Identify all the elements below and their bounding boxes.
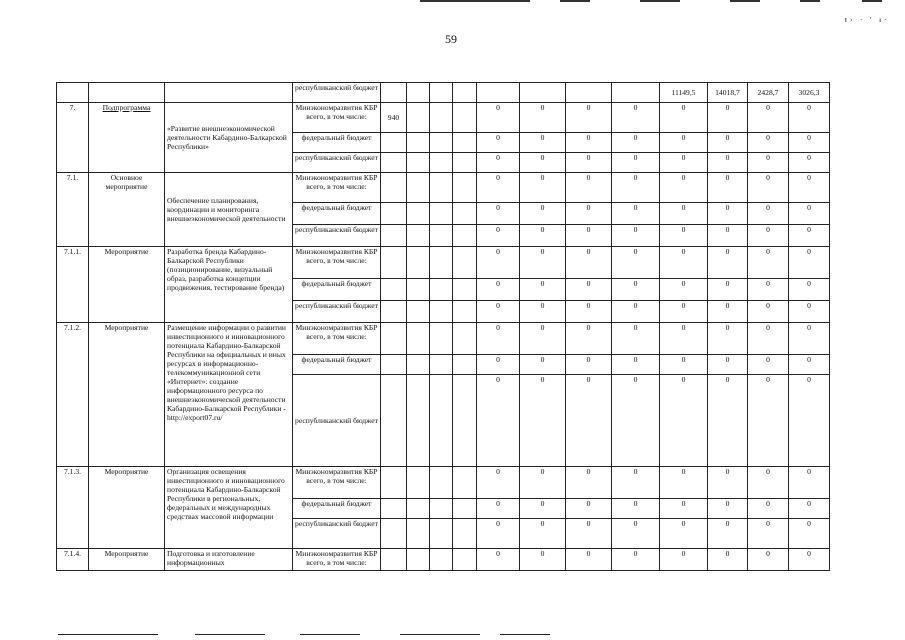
- value-cell: 0: [520, 153, 566, 173]
- funding-source: федеральный бюджет: [293, 355, 381, 375]
- value-cell: 0: [748, 279, 789, 301]
- value-cell: 0: [789, 549, 830, 571]
- value-cell: 0: [748, 355, 789, 375]
- code-cell: [612, 83, 660, 103]
- value-cell: 0: [660, 375, 708, 467]
- value-cell: 0: [520, 375, 566, 467]
- value-cell: 0: [520, 549, 566, 571]
- code-cell: [407, 549, 430, 571]
- value-cell: 0: [748, 549, 789, 571]
- value-cell: 0: [612, 203, 660, 225]
- value-cell: 0: [612, 247, 660, 279]
- funding-source: федеральный бюджет: [293, 203, 381, 225]
- code-cell: [430, 323, 453, 355]
- item-number: 7.1.: [57, 173, 89, 247]
- code-cell: [430, 203, 453, 225]
- code-cell: [430, 467, 453, 499]
- code-cell: [407, 499, 430, 519]
- code-cell: [381, 499, 407, 519]
- code-cell: [453, 499, 477, 519]
- value-cell: 0: [789, 203, 830, 225]
- item-number: 7.1.4.: [57, 549, 89, 571]
- value-cell: 0: [566, 247, 612, 279]
- code-cell: [430, 355, 453, 375]
- value-cell: 0: [748, 301, 789, 323]
- value-cell: 0: [477, 133, 520, 153]
- code-cell: [453, 247, 477, 279]
- value-cell: 0: [612, 519, 660, 549]
- value-cell: 3026,3: [789, 83, 830, 103]
- value-cell: 0: [660, 499, 708, 519]
- value-cell: 0: [520, 279, 566, 301]
- value-cell: 0: [748, 153, 789, 173]
- code-cell: [407, 279, 430, 301]
- table-row: [57, 549, 830, 571]
- value-cell: 0: [520, 467, 566, 499]
- value-cell: 0: [477, 355, 520, 375]
- value-cell: 0: [708, 355, 748, 375]
- value-cell: 11149,5: [660, 83, 708, 103]
- code-cell: [430, 375, 453, 467]
- value-cell: 0: [477, 173, 520, 203]
- code-cell: [407, 203, 430, 225]
- table-row: [57, 247, 830, 279]
- value-cell: 0: [477, 519, 520, 549]
- value-cell: 0: [708, 279, 748, 301]
- value-cell: 0: [789, 247, 830, 279]
- value-cell: 0: [708, 323, 748, 355]
- value-cell: 0: [789, 279, 830, 301]
- value-cell: 0: [660, 103, 708, 133]
- value-cell: 0: [566, 355, 612, 375]
- funding-source: Минэкономразвития КБР всего, в том числе:: [293, 323, 381, 355]
- item-name: Подготовка и изготовление информационных: [165, 549, 293, 571]
- value-cell: 0: [566, 549, 612, 571]
- empty-cell: [89, 83, 165, 103]
- code-cell: [453, 323, 477, 355]
- value-cell: 0: [477, 467, 520, 499]
- item-number: 7.1.2.: [57, 323, 89, 467]
- code-cell: [453, 225, 477, 247]
- value-cell: 14018,7: [708, 83, 748, 103]
- value-cell: 0: [566, 103, 612, 133]
- value-cell: 0: [660, 519, 708, 549]
- funding-source: республиканский бюджет: [293, 375, 381, 467]
- funding-source: республиканский бюджет: [293, 225, 381, 247]
- value-cell: 0: [660, 323, 708, 355]
- code-cell: [381, 173, 407, 203]
- value-cell: 0: [748, 203, 789, 225]
- value-cell: 0: [748, 519, 789, 549]
- value-cell: 0: [789, 153, 830, 173]
- top-rule: [420, 0, 530, 2]
- value-cell: 0: [566, 133, 612, 153]
- value-cell: 0: [520, 133, 566, 153]
- value-cell: 0: [566, 279, 612, 301]
- code-cell: [430, 83, 453, 103]
- value-cell: 0: [520, 301, 566, 323]
- code-cell: [430, 225, 453, 247]
- value-cell: 0: [477, 247, 520, 279]
- value-cell: 0: [566, 323, 612, 355]
- code-cell: [407, 323, 430, 355]
- code-cell: [453, 203, 477, 225]
- value-cell: 0: [708, 133, 748, 153]
- code-cell: [381, 153, 407, 173]
- value-cell: 0: [789, 355, 830, 375]
- value-cell: 0: [748, 375, 789, 467]
- bottom-rule: [500, 634, 550, 635]
- code-cell: [407, 519, 430, 549]
- value-cell: 0: [660, 247, 708, 279]
- item-type: Мероприятие: [89, 467, 165, 549]
- table-row: [57, 83, 830, 103]
- funding-source: Минэкономразвития КБР всего, в том числе:: [293, 467, 381, 499]
- value-cell: 0: [520, 355, 566, 375]
- value-cell: 0: [612, 103, 660, 133]
- code-cell: [453, 133, 477, 153]
- value-cell: 0: [748, 323, 789, 355]
- code-cell: [566, 83, 612, 103]
- item-number: 7.1.1.: [57, 247, 89, 323]
- code-cell: [453, 301, 477, 323]
- funding-source: федеральный бюджет: [293, 133, 381, 153]
- funding-source: республиканский бюджет: [293, 83, 381, 103]
- item-name: Разработка бренда Кабардино-Балкарской Республики (позиционирование, визуальный образ, разработка концепции продвижения, тестирование бренда): [165, 247, 293, 323]
- value-cell: 0: [477, 301, 520, 323]
- value-cell: 0: [477, 203, 520, 225]
- funding-source: Минэкономразвития КБР всего, в том числе:: [293, 549, 381, 571]
- value-cell: 0: [789, 301, 830, 323]
- code-cell: [520, 83, 566, 103]
- funding-source: Минэкономразвития КБР всего, в том числе:: [293, 173, 381, 203]
- value-cell: 0: [566, 225, 612, 247]
- value-cell: 0: [748, 499, 789, 519]
- value-cell: 0: [660, 225, 708, 247]
- value-cell: 0: [789, 133, 830, 153]
- item-type: Мероприятие: [89, 323, 165, 467]
- code-cell: [430, 133, 453, 153]
- funding-source: республиканский бюджет: [293, 301, 381, 323]
- value-cell: 0: [520, 499, 566, 519]
- value-cell: 0: [477, 279, 520, 301]
- item-name: Организация освещения инвестиционного и инновационного потенциала Кабардино-Балкарской Республики в региональных, федеральных и международных средствах массовой информации: [165, 467, 293, 549]
- value-cell: 0: [789, 499, 830, 519]
- code-cell: [407, 103, 430, 133]
- value-cell: 0: [789, 519, 830, 549]
- top-rule: [560, 0, 590, 2]
- code-cell: [407, 375, 430, 467]
- value-cell: 0: [612, 133, 660, 153]
- value-cell: 0: [520, 225, 566, 247]
- code-cell: [381, 375, 407, 467]
- value-cell: 0: [748, 225, 789, 247]
- value-cell: 0: [660, 203, 708, 225]
- top-rule: [800, 0, 820, 2]
- code-cell: [381, 323, 407, 355]
- value-cell: 0: [520, 323, 566, 355]
- page-number: 59: [445, 32, 457, 46]
- code-cell: [453, 173, 477, 203]
- code-cell: [381, 301, 407, 323]
- item-type: Подпрограмма: [89, 103, 165, 173]
- value-cell: 0: [708, 225, 748, 247]
- value-cell: 0: [477, 499, 520, 519]
- value-cell: 0: [748, 173, 789, 203]
- code-cell: 940: [381, 103, 407, 133]
- value-cell: 0: [789, 323, 830, 355]
- empty-cell: [57, 83, 89, 103]
- value-cell: 0: [660, 467, 708, 499]
- table-row: [57, 173, 830, 203]
- value-cell: 0: [789, 375, 830, 467]
- value-cell: 0: [708, 103, 748, 133]
- code-cell: [430, 173, 453, 203]
- top-rule: [862, 0, 882, 2]
- code-cell: [453, 83, 477, 103]
- value-cell: 0: [520, 103, 566, 133]
- code-cell: [430, 301, 453, 323]
- value-cell: 0: [708, 173, 748, 203]
- value-cell: 0: [566, 499, 612, 519]
- value-cell: 0: [708, 153, 748, 173]
- value-cell: 0: [520, 247, 566, 279]
- code-cell: [381, 133, 407, 153]
- code-cell: [381, 549, 407, 571]
- value-cell: 0: [660, 279, 708, 301]
- code-cell: [407, 301, 430, 323]
- funding-source: федеральный бюджет: [293, 279, 381, 301]
- code-cell: [453, 153, 477, 173]
- code-cell: [430, 279, 453, 301]
- value-cell: 0: [566, 173, 612, 203]
- value-cell: 0: [789, 173, 830, 203]
- code-cell: [430, 519, 453, 549]
- code-cell: [453, 355, 477, 375]
- value-cell: 0: [612, 355, 660, 375]
- code-cell: [381, 279, 407, 301]
- bottom-rule: [400, 634, 480, 635]
- code-cell: [453, 279, 477, 301]
- empty-cell: [165, 83, 293, 103]
- top-rule: [730, 0, 760, 2]
- code-cell: [430, 549, 453, 571]
- code-cell: [407, 467, 430, 499]
- value-cell: 0: [708, 499, 748, 519]
- code-cell: [453, 549, 477, 571]
- value-cell: 0: [789, 467, 830, 499]
- funding-source: Минэкономразвития КБР всего, в том числе:: [293, 247, 381, 279]
- code-cell: [407, 83, 430, 103]
- funding-source: федеральный бюджет: [293, 499, 381, 519]
- funding-source: республиканский бюджет: [293, 519, 381, 549]
- item-name: Обеспечение планирования, координации и мониторинга внешнеэкономической деятельности: [165, 173, 293, 247]
- corner-marks: ŧ› · ' ᵻ·: [845, 16, 890, 24]
- code-cell: [453, 519, 477, 549]
- value-cell: 0: [708, 375, 748, 467]
- code-cell: [453, 103, 477, 133]
- value-cell: 0: [477, 153, 520, 173]
- bottom-rule: [58, 634, 158, 635]
- item-type: Мероприятие: [89, 549, 165, 571]
- value-cell: 0: [566, 153, 612, 173]
- item-type: Мероприятие: [89, 247, 165, 323]
- value-cell: 0: [612, 549, 660, 571]
- code-cell: [477, 83, 520, 103]
- code-cell: [407, 173, 430, 203]
- value-cell: 0: [612, 173, 660, 203]
- value-cell: 0: [612, 323, 660, 355]
- code-cell: [381, 247, 407, 279]
- value-cell: 0: [660, 355, 708, 375]
- item-name: Размещение информации о развитии инвестиционного и инновационного потенциала Кабардино-Балкарской Республики на официальных и иных ресурсах в информационно-телекоммуникационной сети «Интернет»: создание информационного ресурса по внешнеэкономической деятельности Кабардино-Балкарской Республики - http://export07.ru/: [165, 323, 293, 467]
- code-cell: [430, 153, 453, 173]
- value-cell: 0: [612, 467, 660, 499]
- value-cell: 0: [708, 247, 748, 279]
- table-row: [57, 323, 830, 355]
- code-cell: [381, 225, 407, 247]
- table-row: [57, 103, 830, 133]
- value-cell: 0: [477, 375, 520, 467]
- value-cell: 0: [748, 133, 789, 153]
- value-cell: 0: [612, 279, 660, 301]
- code-cell: [407, 355, 430, 375]
- code-cell: [430, 247, 453, 279]
- value-cell: 0: [660, 153, 708, 173]
- value-cell: 0: [612, 225, 660, 247]
- value-cell: 0: [748, 103, 789, 133]
- value-cell: 0: [612, 499, 660, 519]
- bottom-rule: [195, 634, 265, 635]
- code-cell: [407, 153, 430, 173]
- value-cell: 0: [748, 467, 789, 499]
- value-cell: 0: [477, 103, 520, 133]
- value-cell: 0: [789, 225, 830, 247]
- code-cell: [430, 103, 453, 133]
- code-cell: [407, 133, 430, 153]
- value-cell: 0: [477, 549, 520, 571]
- value-cell: 0: [520, 519, 566, 549]
- value-cell: 0: [660, 173, 708, 203]
- item-name: «Развитие внешнеэкономической деятельности Кабардино-Балкарской Республики»: [165, 103, 293, 173]
- code-cell: [430, 499, 453, 519]
- value-cell: 0: [566, 519, 612, 549]
- top-rule: [640, 0, 680, 2]
- value-cell: 0: [520, 173, 566, 203]
- item-type: Основное мероприятие: [89, 173, 165, 247]
- program-table: [56, 82, 830, 571]
- value-cell: 0: [748, 247, 789, 279]
- value-cell: 2428,7: [748, 83, 789, 103]
- funding-source: Минэкономразвития КБР всего, в том числе:: [293, 103, 381, 133]
- value-cell: 0: [612, 153, 660, 173]
- table-row: [57, 467, 830, 499]
- value-cell: 0: [612, 301, 660, 323]
- value-cell: 0: [660, 301, 708, 323]
- value-cell: 0: [566, 301, 612, 323]
- value-cell: 0: [477, 323, 520, 355]
- value-cell: 0: [566, 467, 612, 499]
- value-cell: 0: [789, 103, 830, 133]
- bottom-rule: [300, 634, 360, 635]
- code-cell: [453, 375, 477, 467]
- value-cell: 0: [566, 203, 612, 225]
- code-cell: [381, 355, 407, 375]
- item-number: 7.1.3.: [57, 467, 89, 549]
- code-cell: [381, 83, 407, 103]
- code-cell: [453, 467, 477, 499]
- value-cell: 0: [708, 203, 748, 225]
- value-cell: 0: [708, 301, 748, 323]
- value-cell: 0: [660, 549, 708, 571]
- code-cell: [381, 467, 407, 499]
- code-cell: [381, 203, 407, 225]
- value-cell: 0: [708, 519, 748, 549]
- value-cell: 0: [566, 375, 612, 467]
- item-number: 7.: [57, 103, 89, 173]
- code-cell: [407, 247, 430, 279]
- value-cell: 0: [708, 549, 748, 571]
- value-cell: 0: [477, 225, 520, 247]
- value-cell: 0: [708, 467, 748, 499]
- value-cell: 0: [660, 133, 708, 153]
- value-cell: 0: [520, 203, 566, 225]
- funding-source: республиканский бюджет: [293, 153, 381, 173]
- code-cell: [407, 225, 430, 247]
- value-cell: 0: [612, 375, 660, 467]
- code-cell: [381, 519, 407, 549]
